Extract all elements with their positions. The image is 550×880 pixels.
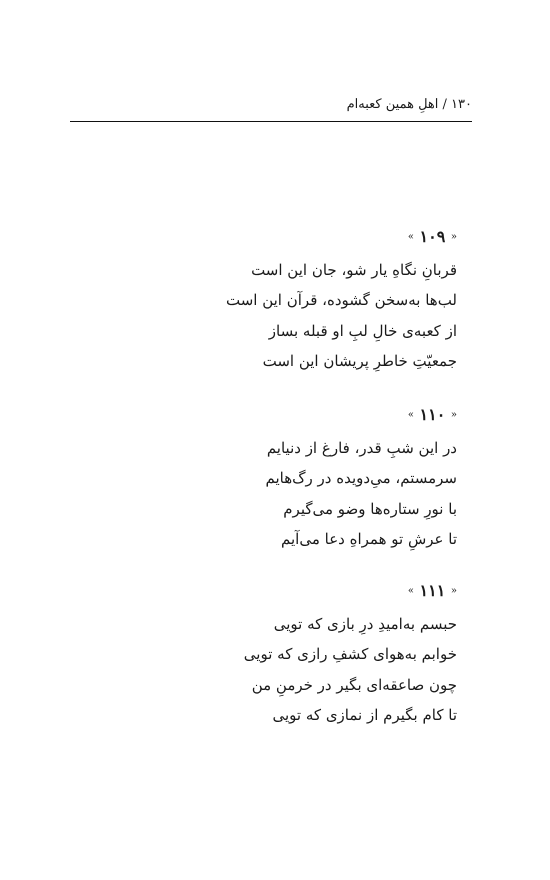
verse-line: از کعبه‌ی خالِ لبِ او قبله بساز bbox=[268, 321, 457, 340]
close-quote: » bbox=[407, 585, 414, 597]
verse-line: سرمستم، میِ‌دویده در رگ‌هایم bbox=[265, 469, 457, 487]
stanza-number bbox=[244, 582, 457, 601]
verse-line: با نورِ ستاره‌ها وضو می‌گیرم bbox=[283, 499, 457, 518]
stanza-110 bbox=[265, 406, 457, 555]
verse-line: حبسم به‌امیدِ درِ بازی که تویی bbox=[273, 614, 457, 633]
verse-line: قربانِ نگاهِ یار شو، جان این است bbox=[251, 260, 457, 279]
stanza-number bbox=[226, 228, 457, 247]
stanza-number-value: ۱۱۱ bbox=[419, 581, 446, 600]
verse-line: خوابم به‌هوای کشفِ رازی که تویی bbox=[243, 645, 457, 663]
stanza-number-value: ۱۰۹ bbox=[419, 227, 446, 246]
close-quote: » bbox=[407, 231, 414, 243]
stanza-111 bbox=[244, 582, 457, 731]
close-quote: » bbox=[407, 409, 414, 421]
verse-line: چون صاعقه‌ای بگیر در خرمنِ من bbox=[251, 675, 457, 694]
verse-line: تا کام بگیرم از نمازی که تویی bbox=[272, 706, 457, 724]
running-head: ۱۳۰ / اهلِ همین کعبه‌ام bbox=[346, 97, 472, 112]
stanza-number-value: ۱۱۰ bbox=[419, 405, 446, 424]
verse-line: لب‌ها به‌سخن گشوده، قرآن این است bbox=[225, 291, 457, 309]
open-quote: « bbox=[450, 585, 457, 597]
header-rule bbox=[70, 121, 472, 122]
stanza-109 bbox=[226, 228, 457, 377]
stanza-number bbox=[265, 406, 457, 425]
verse-line: جمعیّتِ خاطرِ پریشان این است bbox=[262, 352, 457, 370]
verse-line: تا عرشِ تو همراهِ دعا می‌آیم bbox=[281, 530, 457, 548]
verse-line: در این شبِ قدر، فارغ از دنیایم bbox=[266, 438, 457, 457]
open-quote: « bbox=[450, 409, 457, 421]
open-quote: « bbox=[450, 231, 457, 243]
